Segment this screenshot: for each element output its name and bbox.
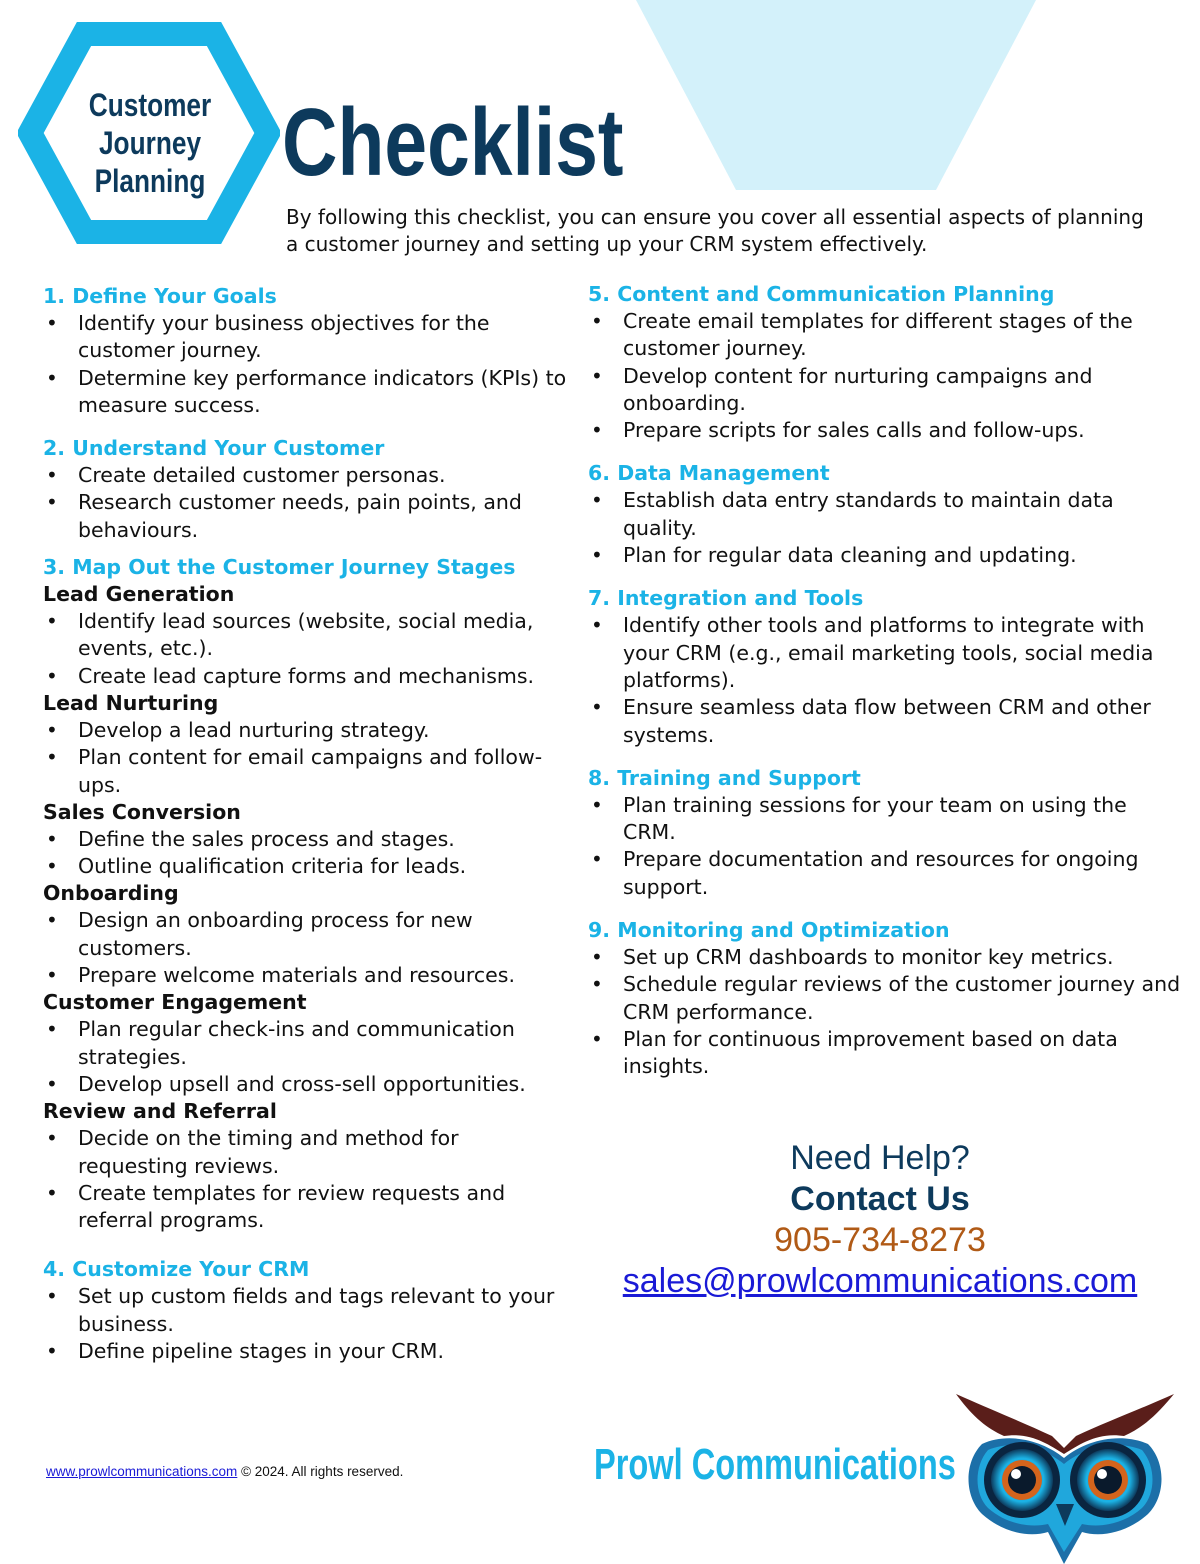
contact-block (560, 1138, 1200, 1302)
checklist (588, 792, 1183, 901)
list-item: • Determine key performance indicators (KPIs) to measure success. (43, 365, 573, 420)
list-item: • Create email templates for different stages of the customer journey. (588, 308, 1183, 363)
section-heading: 6. Data Management (588, 461, 830, 486)
list-item: • Identify your business objectives for the customer journey. (43, 310, 573, 365)
list-item: • Plan for regular data cleaning and updating. (588, 542, 1183, 569)
checklist (43, 1125, 573, 1234)
section-customize-crm (43, 1256, 573, 1365)
checklist (43, 826, 573, 881)
checklist (43, 608, 573, 690)
section-heading: 4. Customize Your CRM (43, 1257, 310, 1282)
section-heading: 9. Monitoring and Optimization (588, 918, 950, 943)
list-item: • Plan for continuous improvement based on data insights. (588, 1026, 1183, 1081)
website-link[interactable]: www.prowlcommunications.com (46, 1464, 238, 1479)
checklist (588, 308, 1183, 444)
list-item: • Schedule regular reviews of the customer journey and CRM performance. (588, 971, 1183, 1026)
list-item: • Set up custom fields and tags relevant to your business. (43, 1283, 573, 1338)
section-understand-customer (43, 435, 573, 544)
list-item: • Plan content for email campaigns and follow-ups. (43, 744, 573, 799)
right-column (588, 281, 1183, 1097)
section-integration-tools (588, 585, 1183, 748)
checklist (43, 462, 573, 544)
stage-heading: Review and Referral (43, 1099, 277, 1124)
checklist (43, 310, 573, 419)
brand-name: Prowl Communications (594, 1440, 956, 1489)
badge-text (76, 86, 224, 200)
checklist (43, 717, 573, 799)
list-item: • Develop upsell and cross-sell opportunities. (43, 1071, 573, 1098)
list-item: • Define pipeline stages in your CRM. (43, 1338, 573, 1365)
list-item: • Ensure seamless data flow between CRM and other systems. (588, 694, 1183, 749)
intro-text: By following this checklist, you can ensure you cover all essential aspects of planning a customer journey and setting up your CRM system effectively. (286, 205, 1144, 256)
badge-line-2: Journey (98, 125, 202, 161)
stage-heading: Onboarding (43, 881, 179, 906)
phone-number[interactable]: 905-734-8273 (774, 1221, 986, 1259)
stage-heading: Sales Conversion (43, 799, 241, 824)
section-heading: 1. Define Your Goals (43, 284, 277, 308)
page-title: Checklist (282, 89, 624, 196)
email-link[interactable]: sales@prowlcommunications.com (622, 1262, 1138, 1300)
list-item: • Create templates for review requests and referral programs. (43, 1180, 573, 1235)
footer (46, 1464, 403, 1479)
list-item: • Prepare welcome materials and resources. (43, 962, 573, 989)
section-heading: 3. Map Out the Customer Journey Stages (43, 555, 516, 580)
section-define-goals (43, 283, 573, 419)
section-heading: 2. Understand Your Customer (43, 436, 385, 461)
copyright-text: © 2024. All rights reserved. (237, 1464, 404, 1479)
section-content-planning (588, 281, 1183, 444)
list-item: • Set up CRM dashboards to monitor key metrics. (588, 944, 1183, 971)
list-item: • Design an onboarding process for new customers. (43, 907, 573, 962)
list-item: • Research customer needs, pain points, and behaviours. (43, 489, 573, 544)
list-item: • Develop content for nurturing campaigns and onboarding. (588, 363, 1183, 418)
section-data-management (588, 460, 1183, 569)
section-heading: 8. Training and Support (588, 765, 861, 790)
contact-us-text: Contact Us (790, 1180, 970, 1218)
list-item: • Create detailed customer personas. (43, 462, 573, 489)
list-item: • Create lead capture forms and mechanisms. (43, 663, 573, 690)
checklist (588, 612, 1183, 748)
section-map-journey (43, 554, 573, 1234)
checklist (588, 944, 1183, 1080)
list-item: • Plan regular check-ins and communication strategies. (43, 1016, 573, 1071)
badge-line-1: Customer (88, 87, 212, 123)
list-item: • Prepare documentation and resources for ongoing support. (588, 846, 1183, 901)
badge-line-3: Planning (94, 163, 206, 199)
list-item: • Decide on the timing and method for requesting reviews. (43, 1125, 573, 1180)
list-item: • Outline qualification criteria for leads. (43, 853, 573, 880)
list-item: • Identify other tools and platforms to integrate with your CRM (e.g., email marketing tools, social media platforms). (588, 612, 1183, 694)
owl-logo-icon (952, 1392, 1178, 1564)
list-item: • Prepare scripts for sales calls and follow-ups. (588, 417, 1183, 444)
checklist (588, 487, 1183, 569)
list-item: • Develop a lead nurturing strategy. (43, 717, 573, 744)
stage-heading: Lead Generation (43, 582, 235, 607)
list-item: • Define the sales process and stages. (43, 826, 573, 853)
section-heading: 5. Content and Communication Planning (588, 282, 1055, 306)
checklist (43, 907, 573, 989)
need-help-text: Need Help? (790, 1139, 970, 1177)
left-column (43, 283, 573, 1381)
section-monitoring (588, 917, 1183, 1080)
stage-heading: Customer Engagement (43, 990, 307, 1015)
section-heading: 7. Integration and Tools (588, 586, 864, 611)
list-item: • Identify lead sources (website, social media, events, etc.). (43, 608, 573, 663)
section-training-support (588, 765, 1183, 901)
checklist (43, 1016, 573, 1098)
checklist (43, 1283, 573, 1365)
list-item: • Plan training sessions for your team on using the CRM. (588, 792, 1183, 847)
stage-heading: Lead Nurturing (43, 690, 219, 715)
list-item: • Establish data entry standards to maintain data quality. (588, 487, 1183, 542)
